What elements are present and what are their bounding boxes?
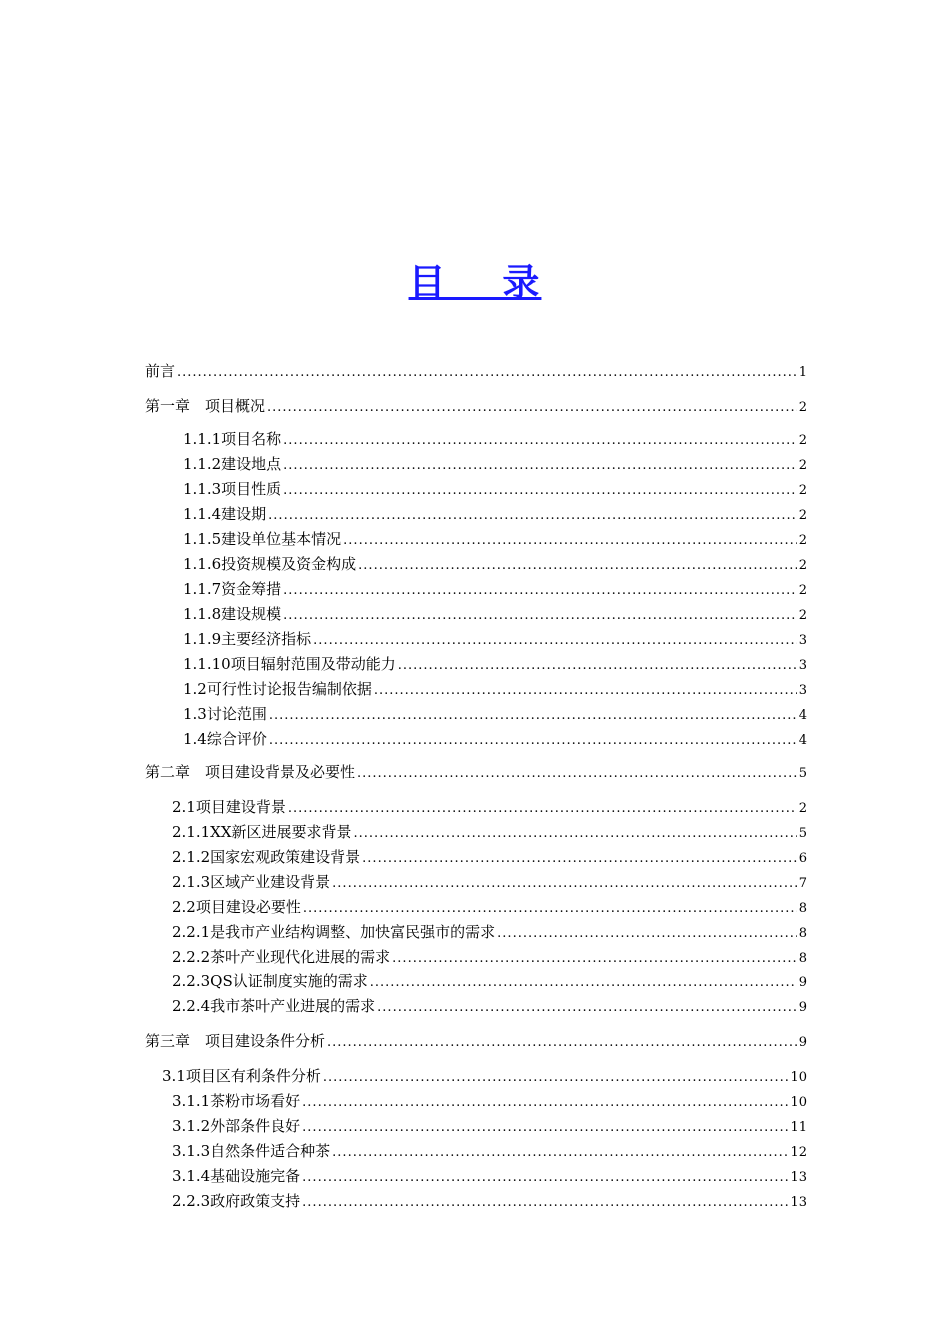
toc-entry[interactable] — [183, 603, 807, 625]
toc-entry-text: 3.1.4基础设施完备 — [172, 1167, 301, 1185]
dot-leader — [269, 708, 797, 723]
toc-page-number: 3 — [798, 683, 807, 698]
toc-title-container — [0, 252, 950, 306]
dot-leader — [327, 1035, 797, 1050]
toc-page-number: 4 — [798, 733, 807, 748]
toc-entry-text: 3.1.1茶粉市场看好 — [172, 1092, 301, 1110]
toc-page-number: 10 — [790, 1070, 807, 1085]
toc-entry[interactable] — [172, 1115, 807, 1137]
toc-entry-text: 3.1.3自然条件适合种茶 — [172, 1142, 331, 1160]
dot-leader — [343, 533, 797, 548]
toc-page-number: 13 — [790, 1170, 807, 1185]
dot-leader — [268, 508, 797, 523]
dot-leader — [302, 1120, 788, 1135]
dot-leader — [323, 1070, 789, 1085]
toc-page-number: 2 — [798, 458, 807, 473]
toc-entry[interactable] — [183, 678, 807, 700]
dot-leader — [332, 876, 797, 891]
toc-entry-text: 1.1.4建设期 — [183, 505, 267, 523]
dot-leader — [269, 733, 797, 748]
toc-entry-text: 1.4综合评价 — [183, 730, 267, 748]
toc-entry[interactable] — [172, 821, 807, 843]
toc-page-number: 2 — [798, 558, 807, 573]
dot-leader — [283, 608, 797, 623]
toc-entry[interactable] — [172, 995, 807, 1017]
toc-page-number: 2 — [798, 483, 807, 498]
toc-entry-text: 第一章 项目概况 — [145, 397, 266, 415]
toc-entry[interactable] — [183, 553, 807, 575]
toc-entry-text: 1.1.1项目名称 — [183, 430, 282, 448]
toc-page-number: 2 — [798, 583, 807, 598]
dot-leader — [283, 458, 797, 473]
toc-page-number: 1 — [798, 365, 807, 380]
dot-leader — [302, 1195, 788, 1210]
toc-page-number: 2 — [798, 533, 807, 548]
toc-entry-text: 1.1.10项目辐射范围及带动能力 — [183, 655, 396, 673]
toc-page-number: 13 — [790, 1195, 807, 1210]
toc-page-number: 9 — [798, 1035, 807, 1050]
dot-leader — [497, 926, 797, 941]
toc-page-number: 11 — [790, 1120, 807, 1135]
toc-page-number: 8 — [798, 951, 807, 966]
toc-page-number: 2 — [798, 801, 807, 816]
toc-page-number: 8 — [798, 901, 807, 916]
dot-leader — [313, 633, 797, 648]
toc-entry[interactable] — [172, 896, 807, 918]
dot-leader — [358, 558, 797, 573]
toc-page-number: 8 — [798, 926, 807, 941]
toc-entry[interactable] — [172, 1165, 807, 1187]
toc-entry-text: 2.1.1XX新区进展要求背景 — [172, 823, 352, 841]
toc-page-number: 4 — [798, 708, 807, 723]
toc-entry[interactable] — [162, 1065, 807, 1087]
toc-page-number: 2 — [798, 508, 807, 523]
dot-leader — [362, 851, 797, 866]
toc-entry-text: 2.1.3区域产业建设背景 — [172, 873, 331, 891]
toc-entry-text: 1.1.9主要经济指标 — [183, 630, 312, 648]
toc-entry-text: 1.1.3项目性质 — [183, 480, 282, 498]
toc-entry[interactable] — [172, 796, 807, 818]
toc-entry-text: 1.1.6投资规模及资金构成 — [183, 555, 357, 573]
toc-entry-text: 第三章 项目建设条件分析 — [145, 1032, 326, 1050]
toc-entry-text: 3.1.2外部条件良好 — [172, 1117, 301, 1135]
toc-page-number: 3 — [798, 658, 807, 673]
toc-entry-text: 2.2.2茶叶产业现代化进展的需求 — [172, 948, 391, 966]
dot-leader — [283, 583, 797, 598]
toc-entry-text: 2.2项目建设必要性 — [172, 898, 301, 916]
dot-leader — [377, 1000, 797, 1015]
toc-entry-text: 第二章 项目建设背景及必要性 — [145, 763, 356, 781]
toc-page-number: 7 — [798, 876, 807, 891]
dot-leader — [303, 901, 797, 916]
toc-entry[interactable] — [172, 1140, 807, 1162]
toc-entry-text: 2.1项目建设背景 — [172, 798, 286, 816]
toc-entry[interactable] — [172, 921, 807, 943]
toc-entry-text: 2.1.2国家宏观政策建设背景 — [172, 848, 361, 866]
toc-entry[interactable] — [183, 628, 807, 650]
toc-entry[interactable] — [183, 453, 807, 475]
toc-entry-text: 2.2.4我市茶叶产业进展的需求 — [172, 997, 376, 1015]
toc-entry[interactable] — [183, 653, 807, 675]
toc-title-link[interactable]: 目 录 — [408, 261, 542, 304]
toc-entry-text: 1.1.5建设单位基本情况 — [183, 530, 342, 548]
dot-leader — [398, 658, 797, 673]
toc-entry[interactable] — [172, 1190, 807, 1212]
toc-entry-text: 2.2.1是我市产业结构调整、加快富民强市的需求 — [172, 923, 496, 941]
toc-entry-text: 3.1项目区有利条件分析 — [162, 1067, 321, 1085]
toc-entry-text: 1.3讨论范围 — [183, 705, 267, 723]
dot-leader — [354, 826, 797, 841]
toc-entry[interactable] — [183, 703, 807, 725]
toc-entry[interactable] — [183, 478, 807, 500]
toc-entry-text: 1.1.8建设规模 — [183, 605, 282, 623]
toc-page-number: 2 — [798, 433, 807, 448]
toc-page-number: 3 — [798, 633, 807, 648]
toc-entry[interactable] — [145, 395, 807, 417]
toc-entry-text: 2.2.3政府政策支持 — [172, 1192, 301, 1210]
toc-entry[interactable] — [172, 1090, 807, 1112]
toc-page-number: 12 — [790, 1145, 807, 1160]
toc-entry[interactable] — [183, 503, 807, 525]
toc-entry-text: 前言 — [145, 362, 176, 380]
toc-entry[interactable] — [172, 846, 807, 868]
dot-leader — [283, 433, 797, 448]
dot-leader — [283, 483, 797, 498]
toc-page-number: 6 — [798, 851, 807, 866]
toc-page-number: 2 — [798, 608, 807, 623]
toc-entry[interactable] — [172, 871, 807, 893]
toc-entry[interactable] — [183, 728, 807, 750]
toc-entry-text: 1.1.2建设地点 — [183, 455, 282, 473]
toc-entry-text: 2.2.3QS认证制度实施的需求 — [172, 972, 368, 990]
toc-page-number: 5 — [798, 766, 807, 781]
toc-entry[interactable] — [183, 578, 807, 600]
dot-leader — [374, 683, 797, 698]
dot-leader — [302, 1170, 788, 1185]
toc-page-number: 9 — [798, 975, 807, 990]
toc-page-number: 2 — [798, 400, 807, 415]
dot-leader — [392, 951, 797, 966]
toc-entry[interactable] — [145, 1030, 807, 1052]
dot-leader — [302, 1095, 788, 1110]
toc-entry[interactable] — [183, 428, 807, 450]
toc-page-number: 10 — [790, 1095, 807, 1110]
toc-entry-text: 1.2可行性讨论报告编制依据 — [183, 680, 372, 698]
toc-entry[interactable] — [172, 970, 807, 992]
toc-entry-text: 1.1.7资金筹措 — [183, 580, 282, 598]
dot-leader — [177, 365, 797, 380]
toc-entry[interactable] — [145, 360, 807, 382]
dot-leader — [370, 975, 797, 990]
toc-page-number: 9 — [798, 1000, 807, 1015]
dot-leader — [332, 1145, 788, 1160]
toc-entry[interactable] — [172, 946, 807, 968]
toc-page-number: 5 — [798, 826, 807, 841]
dot-leader — [267, 400, 797, 415]
dot-leader — [288, 801, 797, 816]
dot-leader — [357, 766, 797, 781]
toc-entry[interactable] — [145, 761, 807, 783]
toc-entry[interactable] — [183, 528, 807, 550]
